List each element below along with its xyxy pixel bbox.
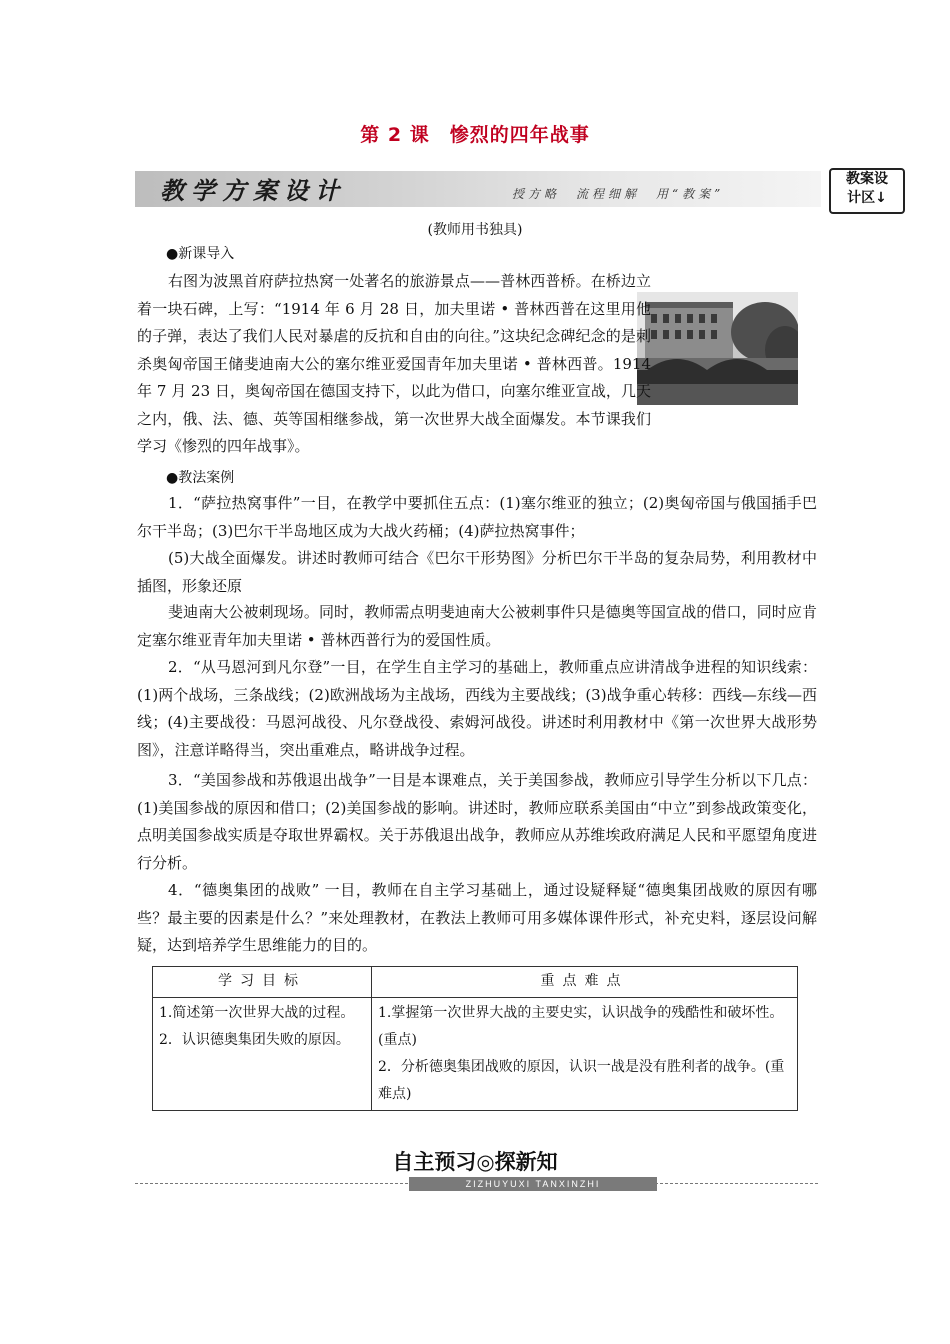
case-4: 4．“德奥集团的战败” 一目，教师在自主学习基础上，通过设疑释疑“德奥集团战败的原因有哪些？最主要的因素是什么？”来处理教材，在教法上教师可用多媒体课件形式，补充史料，逐层设问解疑，达到培养学生思维能力的目的。: [137, 881, 817, 954]
lesson-title: 第 2 课 惨烈的四年战事: [360, 124, 590, 146]
intro-paragraph: [137, 268, 817, 461]
header-key-points: 重点难点: [372, 967, 798, 998]
goal-2: 2．认识德奥集团失败的原因。: [159, 1032, 350, 1048]
case-1c: 斐迪南大公被刺现场。同时，教师需点明斐迪南大公被刺事件只是德奥等国宣战的借口，同时应肯定塞尔维亚青年加夫里诺 • 普林西普行为的爱国性质。: [137, 603, 817, 649]
table-row: [153, 998, 798, 1111]
banner-title: 教学方案设计: [160, 176, 346, 205]
side-badge: [829, 168, 905, 214]
badge-line-1: 教案设: [846, 171, 888, 187]
teacher-note: (教师用书独具): [427, 222, 523, 238]
case-1b: (5)大战全面爆发。讲述时教师可结合《巴尔干形势图》分析巴尔干半岛的复杂局势，利用教材中插图，形象还原: [137, 549, 817, 595]
key-point-2: 2．分析德奥集团战败的原因，认识一战是没有胜利者的战争。(重难点): [378, 1059, 785, 1102]
photo-spacer: [651, 292, 817, 430]
goals-table: [152, 966, 798, 1111]
case-3: 3．“美国参战和苏俄退出战争”一目是本课难点，关于美国参战，教师应引导学生分析以下几点：(1)美国参战的原因和借口；(2)美国参战的影响。讲述时，教师应联系美国由“中立”到参战政策变化，点明美国参战实质是夺取世界霸权。关于苏俄退出战争，教师应从苏维埃政府满足人民和平愿望角度进行分析。: [137, 771, 817, 872]
footer-section-title: 自主预习◎探新知: [392, 1150, 558, 1174]
key-points-cell: [372, 998, 798, 1111]
case-1a: 1．“萨拉热窝事件”一目，在教学中要抓住五点：(1)塞尔维亚的独立；(2)奥匈帝国与俄国插手巴尔干半岛；(3)巴尔干半岛地区成为大战火药桶；(4)萨拉热窝事件；: [137, 494, 817, 540]
section-heading-cases: ●教法案例: [166, 470, 235, 486]
goals-cell: [153, 998, 372, 1111]
goal-1: 1.简述第一次世界大战的过程。: [159, 1005, 355, 1021]
intro-text: 右图为波黑首府萨拉热窝一处著名的旅游景点——普林西普桥。在桥边立着一块石碑，上写：“1914 年 6 月 28 日，加夫里诺 • 普林西普在这里用他的子弹，表达了我们人民对暴虐的反抗和自由的向往。”这块纪念碑纪念的是刺杀奥匈帝国王储斐迪南大公的塞尔维亚爱国青年加夫里诺 • 普林西普。1914 年 7 月 23 日，奥匈帝国在德国支持下，以此为借口，向塞尔维亚宣战，几天之内，俄、法、德、英等国相继参战，第一次世界大战全面爆发。本节课我们学习《惨烈的四年战事》。: [137, 272, 651, 455]
key-point-1: 1.掌握第一次世界大战的主要史实，认识战争的残酷性和破坏性。(重点): [378, 1005, 784, 1048]
badge-line-2: 计区↓: [847, 190, 887, 206]
section-heading-intro: ●新课导入: [166, 246, 235, 262]
header-goals: 学习目标: [153, 967, 372, 998]
footer-pinyin: ZIZHUYUXI TANXINZHI: [409, 1177, 657, 1191]
case-2: 2．“从马恩河到凡尔登”一目，在学生自主学习的基础上，教师重点应讲清战争进程的知识线索：(1)两个战场，三条战线；(2)欧洲战场为主战场，西线为主要战线；(3)战争重心转移：西线—东线—西线；(4)主要战役：马恩河战役、凡尔登战役、索姆河战役。讲述时利用教材中《第一次世界大战形势图》，注意详略得当，突出重难点，略讲战争过程。: [137, 658, 817, 759]
banner-subtitle: 授方略 流程细解 用“教案”: [512, 187, 725, 201]
table-header-row: [153, 967, 798, 998]
